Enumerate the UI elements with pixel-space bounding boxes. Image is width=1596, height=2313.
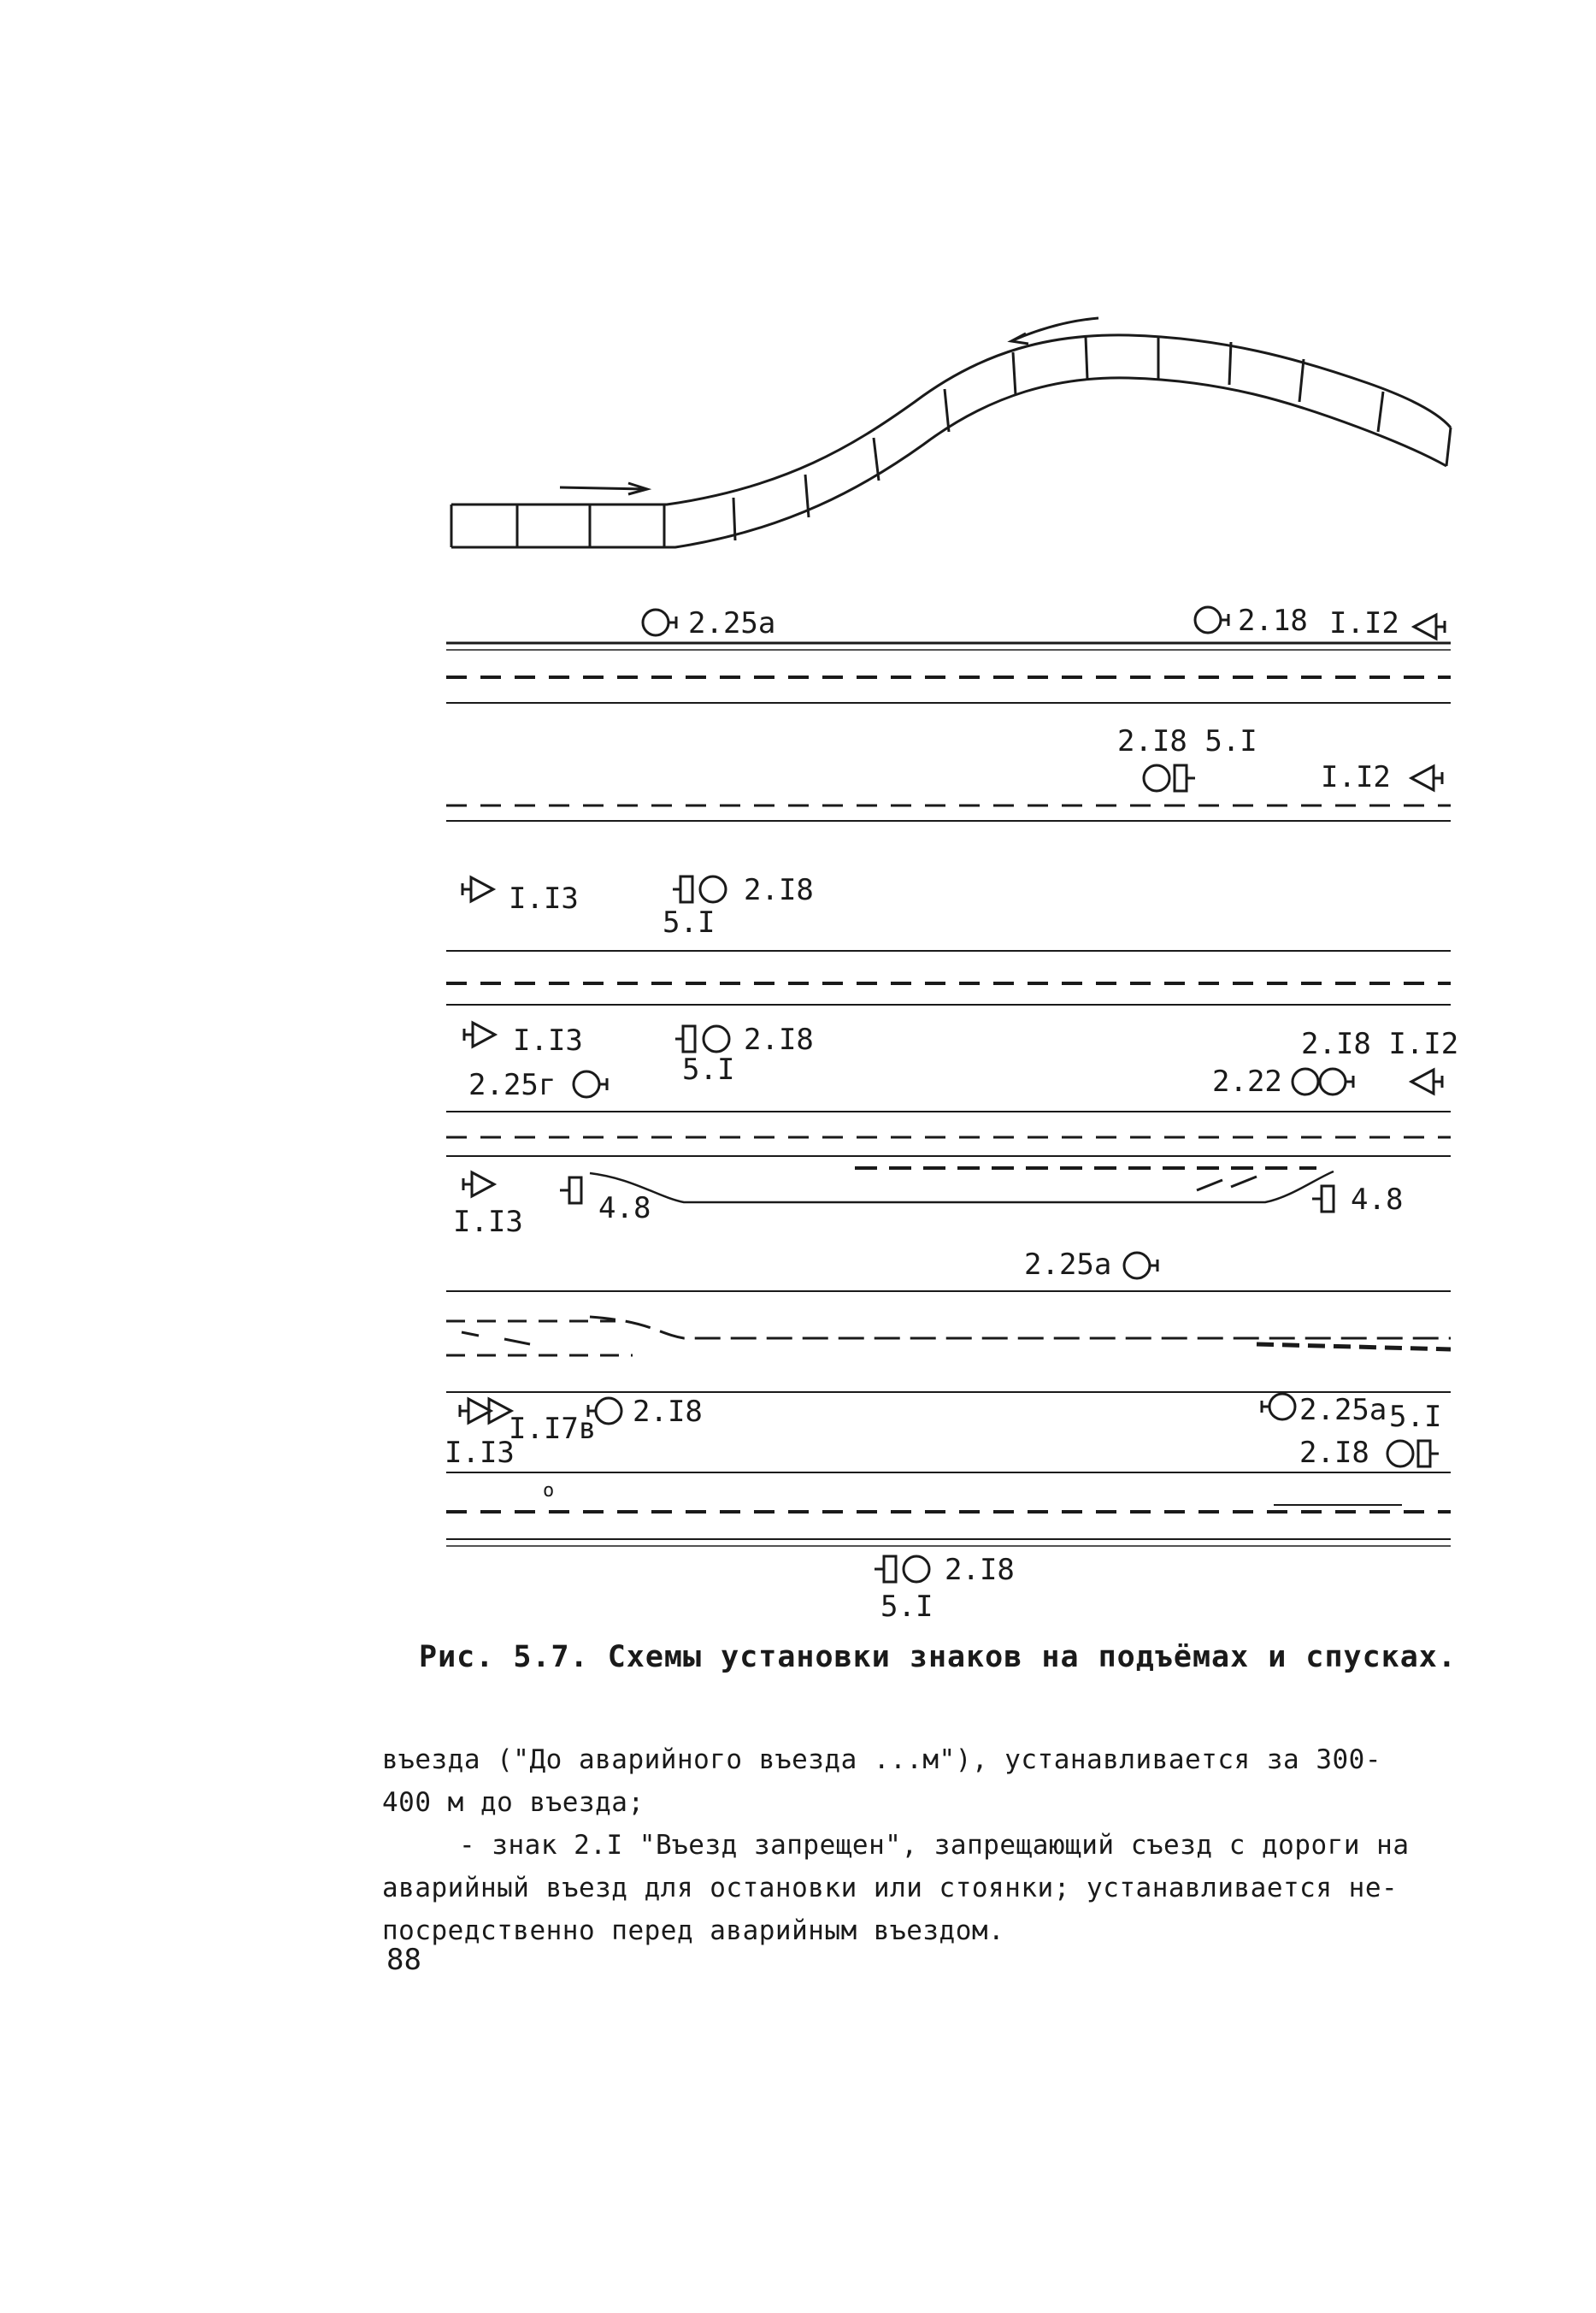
label-2-22: 2.22 xyxy=(1212,1065,1282,1099)
sign-pair-circle-rect-e xyxy=(1387,1441,1439,1466)
sign-1-12-triangle xyxy=(1414,615,1445,639)
body-line-5: посредственно перед аварийным въездом. xyxy=(382,1915,1005,1946)
label-1-12-b: I.I2 xyxy=(1321,760,1391,794)
scheme-1 xyxy=(446,643,1451,821)
sign-2-25a-d xyxy=(1124,1253,1157,1278)
sign-2-25a-top xyxy=(643,610,676,635)
label-2-18-c: 2.I8 xyxy=(744,1023,814,1057)
label-4-8-left: 4.8 xyxy=(598,1191,651,1225)
scheme-4-bottom-lines xyxy=(446,1317,1451,1392)
small-mark: о xyxy=(543,1480,555,1502)
label-2-25g: 2.25г xyxy=(468,1068,557,1102)
label-1-13-c: I.I3 xyxy=(513,1024,583,1058)
road-profile xyxy=(451,318,1451,547)
sign-pair-rect-circle xyxy=(673,876,726,902)
label-4-8-right: 4.8 xyxy=(1351,1183,1404,1217)
label-2-18-left-e: 2.I8 xyxy=(633,1395,703,1429)
sign-2-25g xyxy=(574,1071,607,1097)
body-line-2: 400 м до въезда; xyxy=(382,1787,645,1818)
profile-top-edge xyxy=(451,335,1451,504)
label-2-25a-e: 2.25а xyxy=(1299,1393,1387,1427)
sign-1-13-1-17-triangles xyxy=(460,1399,511,1423)
sign-4-8-right xyxy=(1312,1186,1334,1212)
label-5-1-bottom: 5.I xyxy=(880,1590,933,1624)
page-number: 88 xyxy=(386,1943,421,1977)
label-2-18-5-1: 2.I8 5.I xyxy=(1117,724,1257,758)
sign-4-8-left xyxy=(560,1177,581,1203)
body-line-1: въезда ("До аварийного въезда ...м"), устанавливается за 300- xyxy=(382,1744,1381,1775)
label-1-12: I.I2 xyxy=(1329,606,1399,640)
sign-1-13-triangle-d xyxy=(463,1172,494,1196)
sign-1-12-triangle-c xyxy=(1411,1070,1442,1094)
label-5-1-c: 5.I xyxy=(682,1053,735,1087)
scheme-4-lines xyxy=(446,1168,1451,1291)
label-1-13: I.I3 xyxy=(509,882,579,916)
label-1-13-d: I.I3 xyxy=(453,1205,523,1239)
body-text xyxy=(382,1738,1459,1952)
scheme-5-lines xyxy=(446,1472,1451,1546)
sign-2-18-top xyxy=(1195,607,1228,633)
profile-bottom-edge xyxy=(451,378,1446,547)
label-5-1-mid: 5.I xyxy=(663,906,716,940)
sign-1-13-triangle xyxy=(462,877,493,901)
label-1-17v: I.I7в xyxy=(509,1412,597,1446)
sign-pair-rect-circle-c xyxy=(675,1026,729,1052)
sign-pair-circle-rect xyxy=(1144,765,1195,791)
label-2-18-right-e: 2.I8 xyxy=(1299,1436,1369,1470)
sign-1-13-triangle-c xyxy=(464,1023,495,1047)
sign-pair-rect-circle-bottom xyxy=(875,1556,929,1582)
label-2-18: 2.18 xyxy=(1238,604,1308,638)
body-line-3: - знак 2.I "Въезд запрещен", запрещающий съезд с дороги на xyxy=(459,1830,1410,1861)
label-1-13-e: I.I3 xyxy=(445,1436,515,1470)
label-2-18-bottom: 2.I8 xyxy=(945,1553,1015,1587)
direction-arrow-up xyxy=(560,483,647,494)
sign-2-25a-right-e xyxy=(1262,1394,1295,1419)
sign-pair-2-22-2-18 xyxy=(1293,1069,1353,1095)
label-2-18-mid: 2.I8 xyxy=(744,873,814,907)
label-5-1-e: 5.I xyxy=(1389,1400,1442,1434)
sign-1-12-triangle-b xyxy=(1411,766,1442,790)
label-2-25a: 2.25а xyxy=(688,606,776,640)
body-line-4: аварийный въезд для остановки или стоянки; устанавливается не- xyxy=(382,1873,1399,1903)
label-2-25a-d: 2.25а xyxy=(1024,1248,1112,1282)
label-2-18-1-12: 2.I8 I.I2 xyxy=(1301,1027,1459,1061)
figure-caption: Рис. 5.7. Схемы установки знаков на подъёмах и спусках. xyxy=(419,1640,1457,1674)
